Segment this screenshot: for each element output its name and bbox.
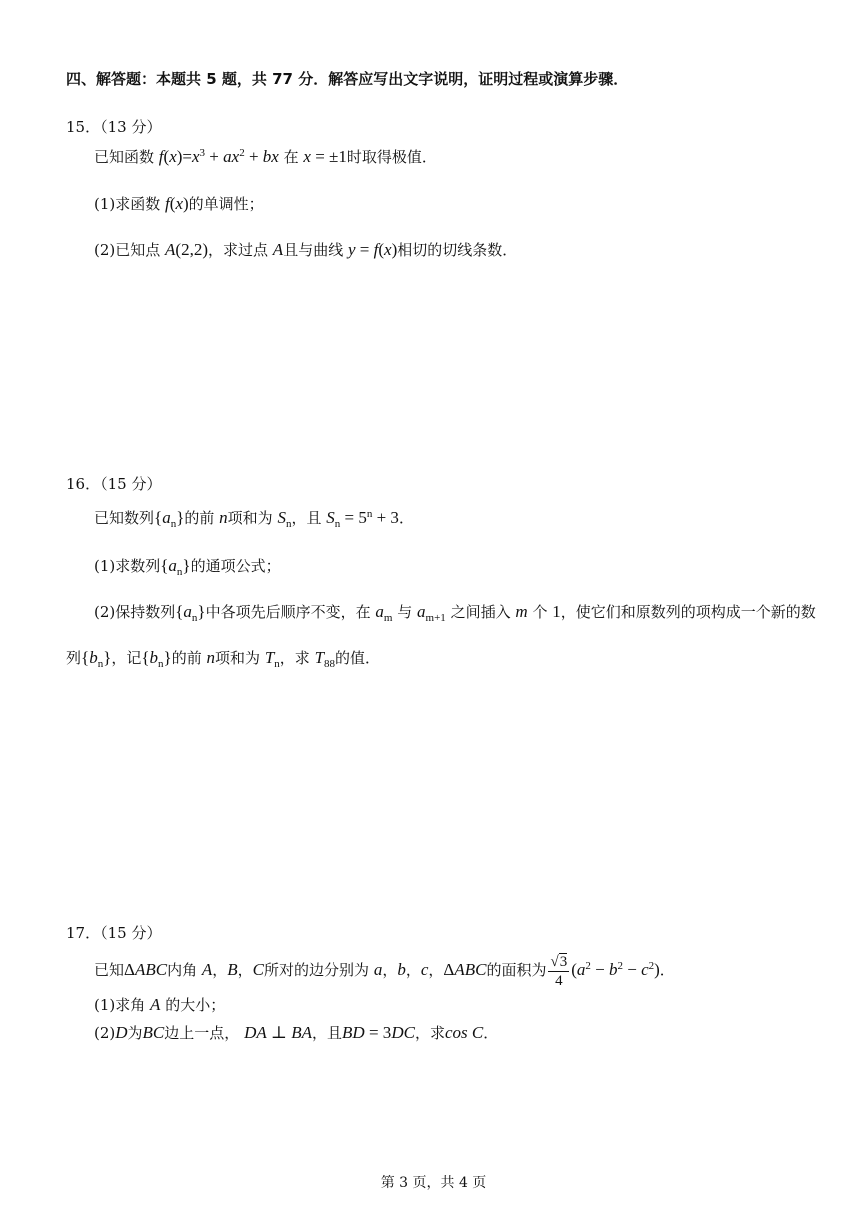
question-17-number: 17．（15 分） (66, 924, 162, 942)
question-15-part-1: (1)求函数 f(x)的单调性； (94, 194, 264, 213)
question-16-number: 16．（15 分） (66, 475, 162, 493)
question-16-part-2: (2)保持数列$\{a_n\}$中各项先后顺序不变，在 $a_m$ 与 $a_{m+1}$ 之间插入 m 个 1，使它们和原数列的项构成一个新的数 (94, 602, 816, 624)
question-16-stem: 已知数列$\{a_n\}$的前 n项和为 $S_n$，且 $S_n = 5^n + 3$． (94, 508, 414, 530)
question-16-part-2-cont: 列$\{b_n\}$，记$\{b_n\}$的前 n项和为 $T_n$，求 $T_{88}$的值． (66, 648, 381, 670)
question-15-part-2: (2)已知点 A(2,2)，求过点 A且与曲线 y = f(x)相切的切线条数． (94, 240, 518, 259)
question-15-stem: 已知函数 $f(x)=x^3 + ax^2$ + bx 在 x = ±1时取得极值． (94, 147, 437, 166)
question-17-part-2: (2)D为BC边上一点， DA ⊥ BA，且BD = 3DC，求cos C． (94, 1023, 499, 1042)
question-17-part-1: (1)求角 A 的大小； (94, 995, 226, 1014)
fraction-sqrt3-over-4: $\frac{√3}{4}$ (550, 954, 568, 989)
page-footer: 第 3 页，共 4 页 (380, 1175, 487, 1191)
question-15-number: 15．（13 分） (66, 118, 162, 136)
section-title: 四、解答题：本题共 5 题，共 77 分．解答应写出文字说明，证明过程或演算步骤． (66, 70, 629, 88)
question-16-part-1: (1)求数列$\{a_n\}$的通项公式； (94, 556, 281, 578)
question-17-stem: 已知ΔABC内角 A，B，C所对的边分别为 a，b，c，ΔABC的面积为 $\frac{√3}{4}$ $(a^2 - b^2 - c^2)$． (94, 954, 675, 989)
